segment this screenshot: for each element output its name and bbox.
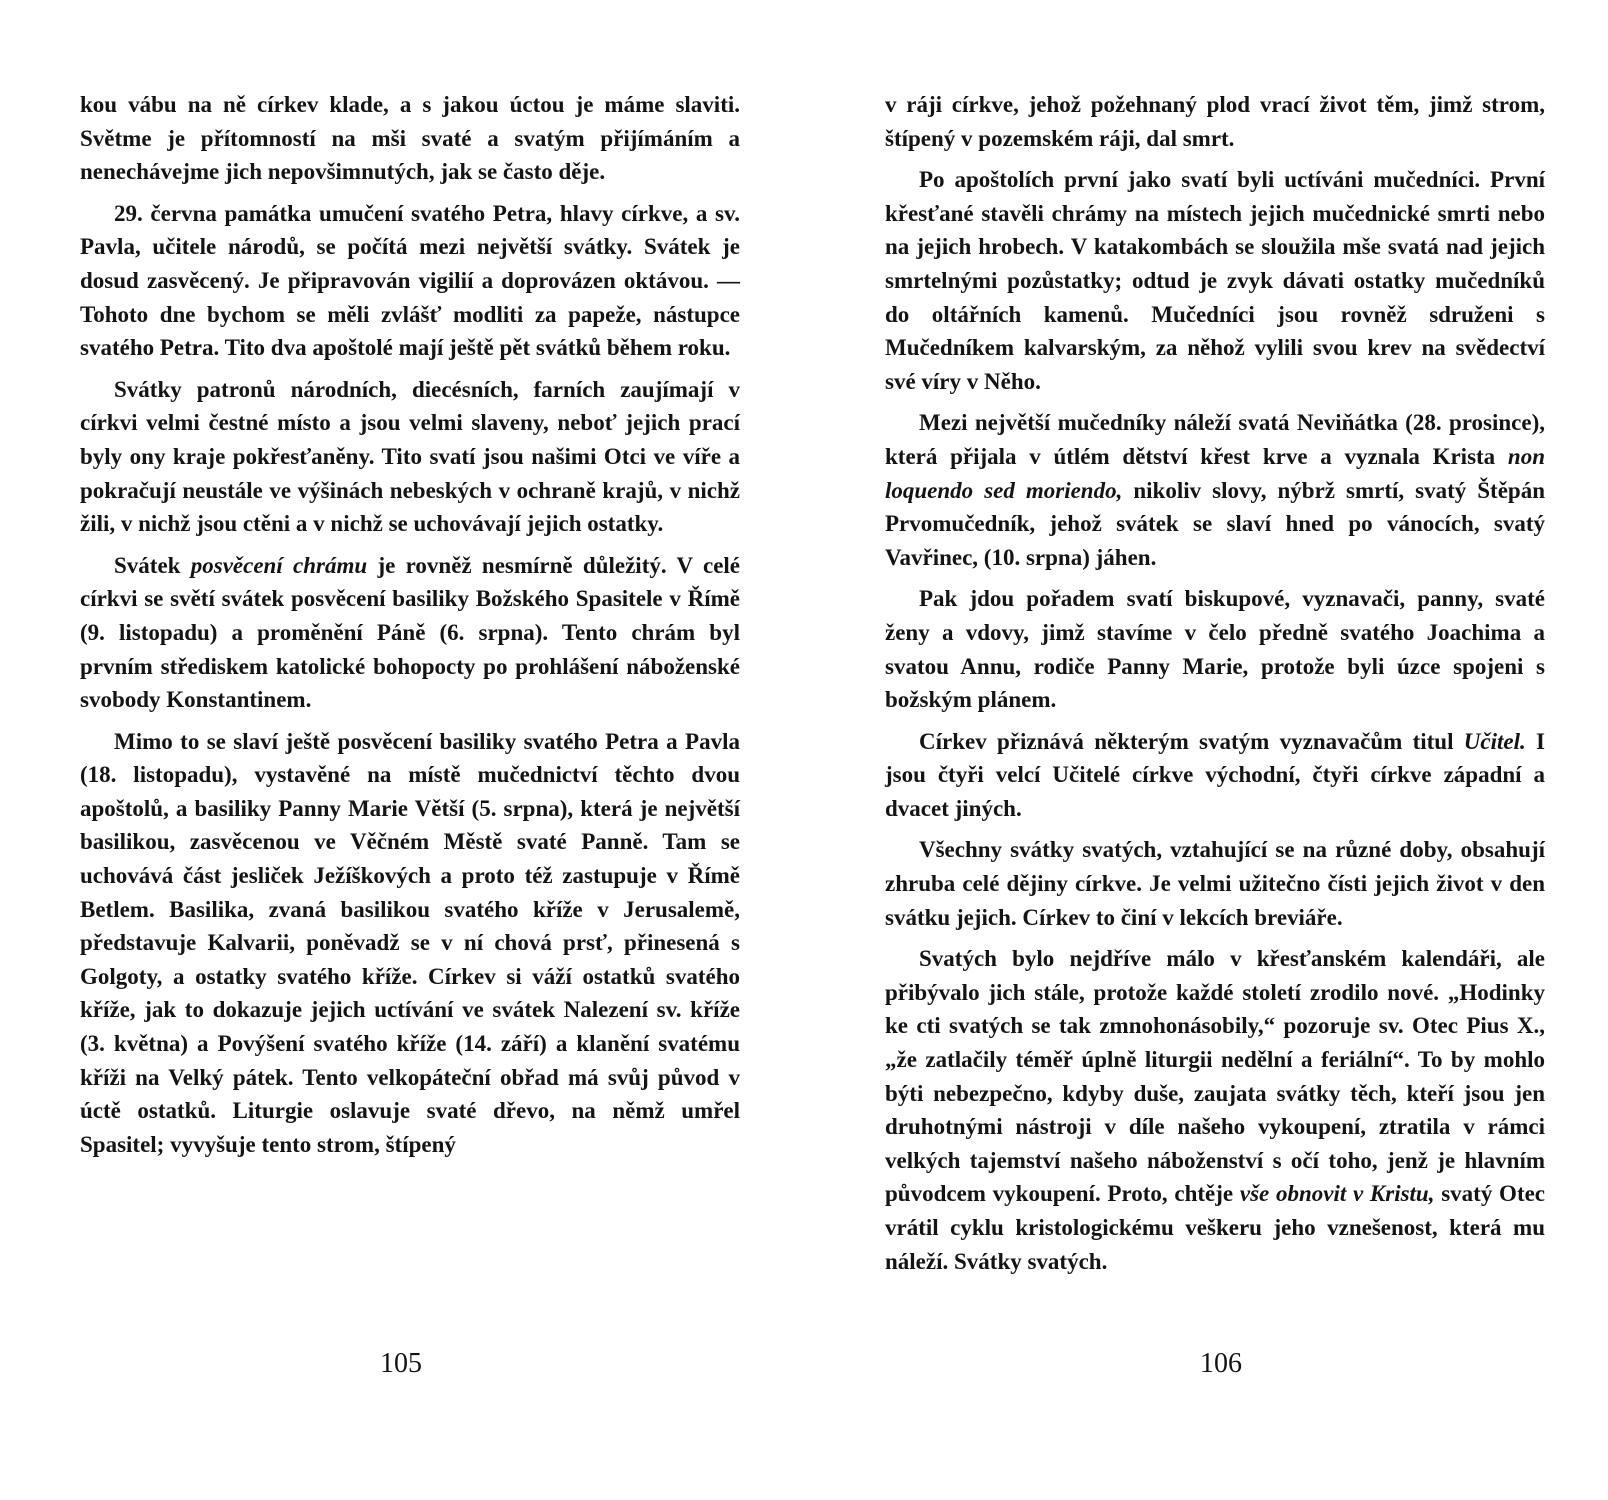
right-p7-a: Svatých bylo nejdříve málo v křesťanském kalendáři, ale přibývalo jich stále, protože každé století zrodilo nové. „Hodinky ke cti svatých se tak zmnohonásobily,“ pozoruje sv. Otec Pius X., „že zatlačily téměř úplně liturgii nedělní a feriální“. To by mohlo býti nebezpečno, kdyby duše, zaujata svátky těch, kteří jsou jen druhotnými nástroji v díle našeho vykoupení, ztratila v rámci velkých tajemství našeho náboženství s očí toho, jenž je hlavním původcem vykoupení. Proto, chtěje — [885, 946, 1545, 1207]
left-paragraph-3: Svátky patronů národních, diecésních, farních zaujímají v církvi velmi čestné místo a jsou velmi slaveny, neboť jejich prací byly ony kraje pokřesťaněny. Tito svatí jsou našimi Otci ve víře a pokračují neustále ve výšinách nebeských v ochraně krajů, v nichž žili, v nichž jsou ctěni a v nichž se uchovávají jejich ostatky. — [80, 376, 740, 537]
left-p4-start: Svátek — [114, 552, 191, 578]
left-p4-rest: je rovněž nesmírně důležitý. V celé církvi se světí svátek posvěcení basiliky Božského Spasitele v Římě (9. listopadu) a proměnění Páně (6. srpna). Tento chrám byl prvním střediskem katolické bohopocty po prohlášení náboženské svobody Konstantinem. — [80, 552, 740, 713]
left-paragraph-4 — [80, 549, 740, 717]
right-p7-b: svatý Otec vrátil cyklu kristologickému veškeru jeho vznešenost, která mu náleží. Svátky svatých. — [885, 1181, 1546, 1274]
right-paragraph-3 — [885, 406, 1545, 574]
right-page — [885, 88, 1545, 1286]
right-p5-a: Církev přiznává některým svatým vyznavačům titul — [919, 728, 1464, 754]
right-p3-a: Mezi největší mučedníky náleží svatá Neviňátka (28. prosince), která přijala v útlém dětství křest krve a vyznala Krista — [885, 410, 1545, 469]
left-paragraph-5: Mimo to se slaví ještě posvěcení basiliky svatého Petra a Pavla (18. listopadu), vystavěné na místě mučednictví těchto dvou apoštolů, a basiliky Panny Marie Větší (5. srpna), která je největší basilikou, zasvěcenou ve Věčném Městě svaté Panně. Tam se uchovává část jesliček Ježíškových a proto též zastupuje v Římě Betlem. Basilika, zvaná basilikou svatého kříže v Jerusalemě, představuje Kalvarii, poněvadž se v ní chová prsť, přinesená s Golgoty, a ostatky svatého kříže. Církev si váží ostatků svatého kříže, jak to dokazuje jejich uctívání ve svátek Nalezení sv. kříže (3. května) a Povýšení svatého kříže (14. září) a klanění svatému kříži na Velký pátek. Tento velkopáteční obřad má svůj původ v úctě ostatků. Liturgie oslavuje svaté dřevo, na němž umřel Spasitel; vyvyšuje tento strom, štípený — [80, 728, 740, 1157]
right-paragraph-1: v ráji církve, jehož požehnaný plod vrací život těm, jimž strom, štípený v pozemském ráji, dal smrt. — [885, 92, 1545, 151]
left-paragraph-2: 29. června památka umučení svatého Petra, hlavy církve, a sv. Pavla, učitele národů, se počítá mezi největší svátky. Svátek je dosud zasvěcený. Je připravován vigilií a doprovázen oktávou. — Tohoto dne bychom se měli zvlášť modliti za papeže, nástupce svatého Petra. Tito dva apoštolé mají ještě pět svátků během roku. — [80, 200, 740, 361]
right-p5-italic: Učitel. — [1463, 728, 1526, 754]
right-paragraph-5 — [885, 725, 1545, 826]
right-p7-italic: vše obnovit v Kristu, — [1239, 1181, 1435, 1207]
right-p3-italic: non loquendo sed moriendo, — [885, 443, 1545, 503]
left-p4-italic: posvěcení chrámu — [190, 552, 368, 578]
right-page-number: 106 — [1200, 1348, 1242, 1379]
right-paragraph-7 — [885, 942, 1545, 1278]
right-p5-b: I jsou čtyři velcí Učitelé církve východní, čtyři církve západní a dvacet jiných. — [885, 728, 1545, 821]
right-paragraph-6: Všechny svátky svatých, vztahující se na různé doby, obsahují zhruba celé dějiny církve. Je velmi užitečno čísti jejich život v den svátku jejich. Církev to činí v lekcích breviáře. — [885, 837, 1545, 930]
right-paragraph-4: Pak jdou pořadem svatí biskupové, vyznavači, panny, svaté ženy a vdovy, jimž stavíme v čelo předně svatého Joachima a svatou Annu, rodiče Panny Marie, protože byli úzce spojeni s božským plánem. — [885, 586, 1545, 713]
left-paragraph-1: kou vábu na ně církev klade, a s jakou úctou je máme slaviti. Světme je přítomností na mši svaté a svatým přijímáním a nenechávejme jich nepovšimnutých, jak se často děje. — [80, 92, 740, 185]
right-p3-b: nikoliv slovy, nýbrž smrtí, svatý Štěpán Prvomučedník, jehož svátek se slaví hned po vánocích, svatý Vavřinec, (10. srpna) jáhen. — [885, 477, 1545, 570]
right-paragraph-2: Po apoštolích první jako svatí byli uctíváni mučedníci. První křesťané stavěli chrámy na místech jejich mučednické smrti nebo na jejich hrobech. V katakombách se sloužila mše svatá nad jejich smrtelnými pozůstatky; odtud je zvyk dávati ostatky mučedníků do oltářních kamenů. Mučedníci jsou rovněž sdruženi s Mučedníkem kalvarským, za něhož vylili svou krev na svědectví své víry v Něho. — [885, 167, 1545, 394]
left-page — [80, 88, 740, 1169]
left-page-number: 105 — [380, 1348, 422, 1379]
